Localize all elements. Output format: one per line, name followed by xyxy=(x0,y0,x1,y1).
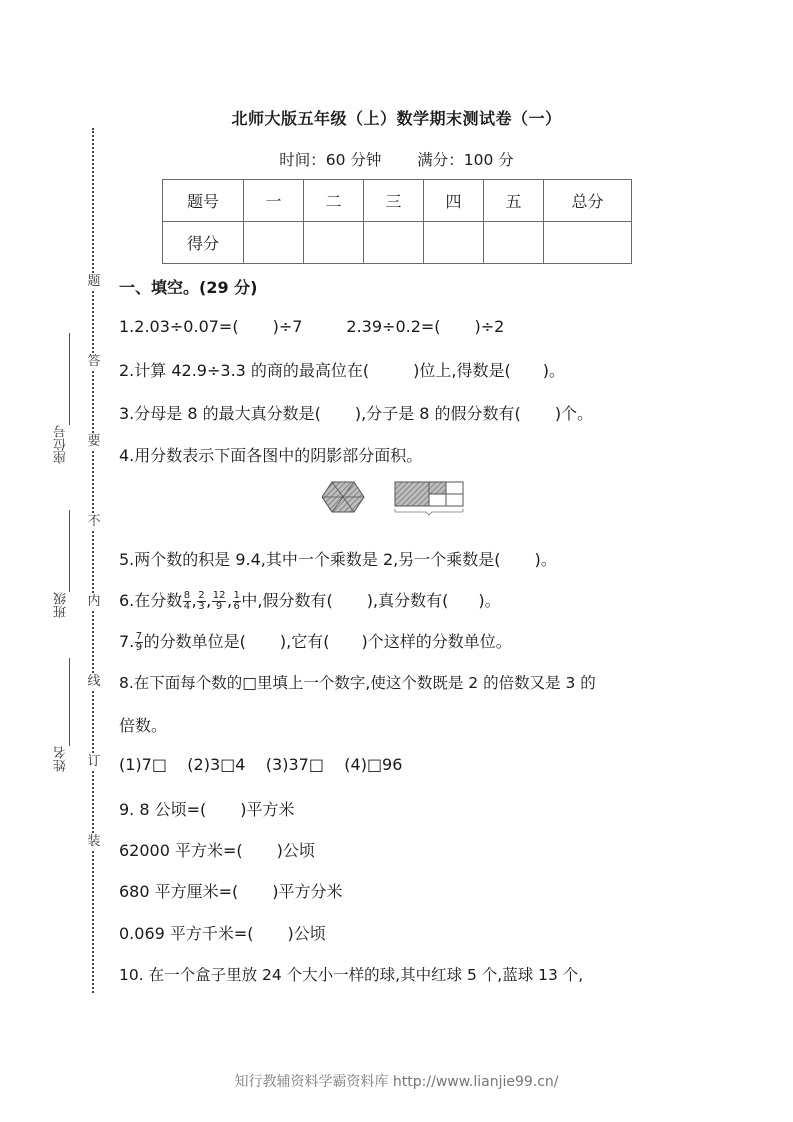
seat-number-rule xyxy=(69,333,70,425)
question-text: )。 xyxy=(478,591,501,610)
seat-number-field[interactable] xyxy=(52,425,72,464)
question-6: 6.在分数 $\frac{8}{4}$ , $\frac{2}{3}$ , $\frac{12}{9}$ , $\frac{1}{6}$ 中,假分数有( ),真分数有( )。 xyxy=(119,590,501,612)
question-text: ),它有( xyxy=(279,632,330,651)
score-table-header: 一 xyxy=(244,180,304,222)
page-title: 北师大版五年级（上）数学期末测试卷（一） xyxy=(231,109,562,128)
score-table-header: 四 xyxy=(424,180,484,222)
question-2 xyxy=(119,358,565,381)
question-text: 62000 平方米=( xyxy=(119,841,243,860)
question-text: 1.2.03÷0.07=( xyxy=(119,317,239,336)
question-text: )。 xyxy=(534,550,557,569)
question-text: 680 平方厘米=( xyxy=(119,882,239,901)
question-5 xyxy=(119,547,557,570)
class-label: 班级 xyxy=(54,592,69,618)
question-text: )公顷 xyxy=(276,841,315,860)
rectangle-figure xyxy=(395,482,463,515)
score-table-header: 二 xyxy=(304,180,364,222)
binding-char: 答 xyxy=(87,354,101,369)
hexagon-figure xyxy=(322,482,364,512)
fraction: $\frac{8}{4}$ xyxy=(183,590,191,612)
question-text: 3.分母是 8 的最大真分数是( xyxy=(119,404,321,423)
section-heading: 一、填空。(29 分) xyxy=(119,278,258,297)
time-label: 时间：60 分钟 xyxy=(279,151,382,169)
name-label: 姓名 xyxy=(54,746,69,772)
binding-dotted-line xyxy=(92,128,94,993)
question-8-line-2: 倍数。 xyxy=(119,716,168,735)
class-field[interactable] xyxy=(52,592,72,618)
question-text: 2.计算 42.9÷3.3 的商的最高位在( xyxy=(119,361,370,380)
question-8-items: (1)7□ (2)3□4 (3)37□ (4)□96 xyxy=(119,755,403,774)
name-rule xyxy=(69,658,70,746)
score-cell[interactable] xyxy=(364,222,424,264)
score-cell[interactable] xyxy=(244,222,304,264)
score-cell[interactable] xyxy=(484,222,544,264)
score-table-header-row xyxy=(163,180,632,222)
binding-char: 题 xyxy=(87,274,101,289)
score-table-header: 五 xyxy=(484,180,544,222)
question-3 xyxy=(119,401,593,424)
exam-meta xyxy=(0,148,793,170)
question-7 xyxy=(119,629,512,653)
binding-char: 要 xyxy=(87,434,101,449)
question-text: )个这样的分数单位。 xyxy=(361,632,512,651)
fraction: $\frac{1}{6}$ xyxy=(233,590,240,612)
binding-char: 线 xyxy=(87,674,101,689)
score-table-score-row xyxy=(163,222,632,264)
score-table xyxy=(162,179,632,264)
class-rule xyxy=(69,510,70,592)
fraction: $\frac{7}{9}$ xyxy=(135,631,143,653)
question-text: )位上,得数是( xyxy=(413,361,511,380)
score-cell[interactable] xyxy=(304,222,364,264)
question-text: 6.在分数 xyxy=(119,591,183,610)
question-text: 9. 8 公顷=( xyxy=(119,800,207,819)
score-table-header: 题号 xyxy=(163,180,244,222)
shaded-figures xyxy=(322,477,472,517)
question-text: )个。 xyxy=(554,404,594,423)
question-text: )平方米 xyxy=(240,800,295,819)
name-field[interactable] xyxy=(52,746,72,772)
question-text: )÷2 xyxy=(474,317,505,336)
question-text: 2.39÷0.2=( xyxy=(346,317,441,336)
question-8-line-1: 8.在下面每个数的□里填上一个数字,使这个数既是 2 的倍数又是 3 的 xyxy=(119,674,596,692)
fraction: $\frac{12}{9}$ xyxy=(212,590,226,612)
binding-char: 不 xyxy=(87,514,101,529)
score-cell[interactable] xyxy=(544,222,632,264)
question-10: 10. 在一个盒子里放 24 个大小一样的球,其中红球 5 个,蓝球 13 个, xyxy=(119,966,584,984)
question-text: 7. xyxy=(119,632,135,651)
question-9-a xyxy=(119,797,295,820)
question-9-b xyxy=(119,838,315,861)
question-9-d xyxy=(119,921,326,944)
binding-char: 装 xyxy=(87,834,101,849)
question-text: )÷7 xyxy=(272,317,303,336)
seat-number-label: 座位号 xyxy=(54,425,69,464)
score-table-header: 总分 xyxy=(544,180,632,222)
question-1 xyxy=(119,317,504,336)
question-text: 0.069 平方千米=( xyxy=(119,924,254,943)
question-text: )公顷 xyxy=(287,924,326,943)
question-9-c xyxy=(119,879,343,902)
question-text: 5.两个数的积是 9.4,其中一个乘数是 2,另一个乘数是( xyxy=(119,550,501,569)
fraction: $\frac{2}{3}$ xyxy=(198,590,205,612)
question-text: ),分子是 8 的假分数有( xyxy=(354,404,521,423)
score-row-label: 得分 xyxy=(163,222,244,264)
footer-watermark: 知行教辅资料学霸资料库 http://www.lianjie99.cn/ xyxy=(234,1074,559,1090)
shaded-figures-svg xyxy=(322,477,472,517)
score-table-header: 三 xyxy=(364,180,424,222)
score-cell[interactable] xyxy=(424,222,484,264)
question-text: )平方分米 xyxy=(272,882,343,901)
question-text: 的分数单位是( xyxy=(143,632,246,651)
question-text: 中,假分数有( xyxy=(241,591,333,610)
question-text: )。 xyxy=(542,361,565,380)
binding-char: 订 xyxy=(87,754,101,769)
binding-char: 内 xyxy=(87,594,101,609)
question-text: ),真分数有( xyxy=(366,591,449,610)
question-4: 4.用分数表示下面各图中的阴影部分面积。 xyxy=(119,446,423,465)
full-score-label: 满分：100 分 xyxy=(417,151,514,169)
